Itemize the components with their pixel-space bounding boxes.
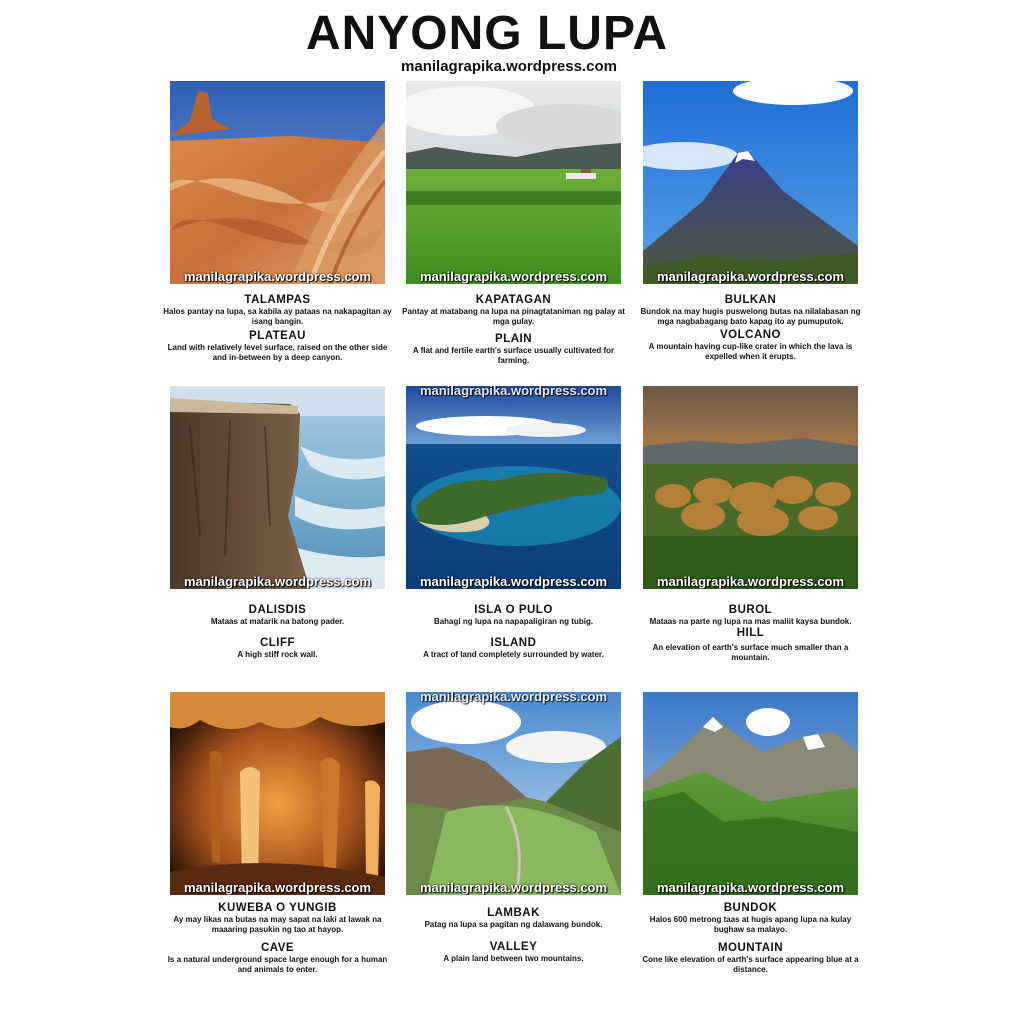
card-valley xyxy=(406,692,621,963)
tagalog-name: BUNDOK xyxy=(723,902,778,914)
cliff-photo xyxy=(170,386,385,589)
tagalog-description: Patag na lupa sa pagitan ng dalawang bundok. xyxy=(424,920,603,929)
english-description: A tract of land completely surrounded by water. xyxy=(423,650,604,659)
tagalog-name: BULKAN xyxy=(724,294,777,306)
tagalog-name: KUWEBA O YUNGIB xyxy=(218,902,337,914)
plain-photo xyxy=(406,81,621,284)
page-title: ANYONG LUPA xyxy=(305,7,669,60)
card-mountain xyxy=(642,692,859,974)
tagalog-name: DALISDIS xyxy=(248,604,307,616)
card-island xyxy=(406,386,621,659)
english-description: A mountain having cup-like crater in which the lava is expelled when it erupts. xyxy=(648,342,853,361)
tagalog-name: TALAMPAS xyxy=(244,294,311,306)
photo-watermark: manilagrapika.wordpress.com xyxy=(419,574,608,589)
tagalog-description: Pantay at matabang na lupa na pinagtataniman ng palay at mga gulay. xyxy=(402,307,625,326)
island-photo xyxy=(406,386,621,589)
english-name: PLATEAU xyxy=(249,330,306,342)
tagalog-name: LAMBAK xyxy=(487,907,540,919)
photo-watermark-top: manilagrapika.wordpress.com xyxy=(419,692,608,704)
english-name: VALLEY xyxy=(489,941,538,953)
tagalog-description: Halos 600 metrong taas at hugis apang lupa na kulay bughaw sa malayo. xyxy=(649,915,852,934)
photo-watermark: manilagrapika.wordpress.com xyxy=(656,880,845,895)
photo-watermark: manilagrapika.wordpress.com xyxy=(183,880,372,895)
card-plateau xyxy=(163,81,392,362)
card-cliff xyxy=(170,386,385,659)
volcano-photo xyxy=(643,81,858,284)
tagalog-name: KAPATAGAN xyxy=(475,294,552,306)
english-name: ISLAND xyxy=(490,637,537,649)
english-description: An elevation of earth's surface much smaller than a mountain. xyxy=(652,643,849,662)
valley-photo xyxy=(406,692,621,895)
english-description: Land with relatively level surface, raised on the other side and in-between by a deep canyon. xyxy=(167,343,388,362)
tagalog-description: Bundok na may hugis puswelong butas na nilalabasan ng mga nagbabagang bato kapag ito ay pumuputok. xyxy=(640,307,861,326)
english-name: HILL xyxy=(736,627,765,639)
photo-watermark: manilagrapika.wordpress.com xyxy=(419,269,608,284)
card-hill xyxy=(643,386,858,662)
english-description: A high stiff rock wall. xyxy=(237,650,318,659)
plateau-photo xyxy=(170,81,385,284)
photo-watermark: manilagrapika.wordpress.com xyxy=(656,574,845,589)
page-subtitle: manilagrapika.wordpress.com xyxy=(401,58,617,75)
tagalog-description: Mataas at matarik na batong pader. xyxy=(210,617,345,626)
english-name: CLIFF xyxy=(259,637,296,649)
card-cave xyxy=(167,692,388,974)
photo-watermark: manilagrapika.wordpress.com xyxy=(419,880,608,895)
tagalog-description: Halos pantay na lupa, sa kabila ay pataas na nakapagitan ay isang bangin. xyxy=(163,307,392,326)
english-name: VOLCANO xyxy=(720,329,781,341)
card-plain xyxy=(402,81,625,365)
mountain-photo xyxy=(643,692,858,895)
photo-watermark: manilagrapika.wordpress.com xyxy=(183,574,372,589)
english-name: CAVE xyxy=(260,942,295,954)
english-description: A flat and fertile earth's surface usually cultivated for farming. xyxy=(412,346,615,365)
photo-watermark: manilagrapika.wordpress.com xyxy=(656,269,845,284)
photo-watermark: manilagrapika.wordpress.com xyxy=(183,269,372,284)
english-name: PLAIN xyxy=(495,333,532,345)
photo-watermark-top: manilagrapika.wordpress.com xyxy=(419,386,608,398)
english-name: MOUNTAIN xyxy=(717,942,784,954)
tagalog-description: Mataas na parte ng lupa na mas maliit kaysa bundok. xyxy=(649,617,852,626)
tagalog-description: Bahagi ng lupa na napapaligiran ng tubig. xyxy=(433,617,594,626)
tagalog-name: ISLA O PULO xyxy=(474,604,553,616)
english-description: Is a natural underground space large enough for a human and animals to enter. xyxy=(167,955,388,974)
card-volcano xyxy=(640,81,861,361)
hill-photo xyxy=(643,386,858,589)
tagalog-description: Ay may likas na butas na may sapat na laki at lawak na maaaring pasukin ng tao at hayop. xyxy=(173,915,382,934)
cave-photo xyxy=(170,692,385,895)
english-description: Cone like elevation of earth's surface appearing blue at a distance. xyxy=(642,955,859,974)
tagalog-name: BUROL xyxy=(728,604,773,616)
english-description: A plain land between two mountains. xyxy=(443,954,584,963)
